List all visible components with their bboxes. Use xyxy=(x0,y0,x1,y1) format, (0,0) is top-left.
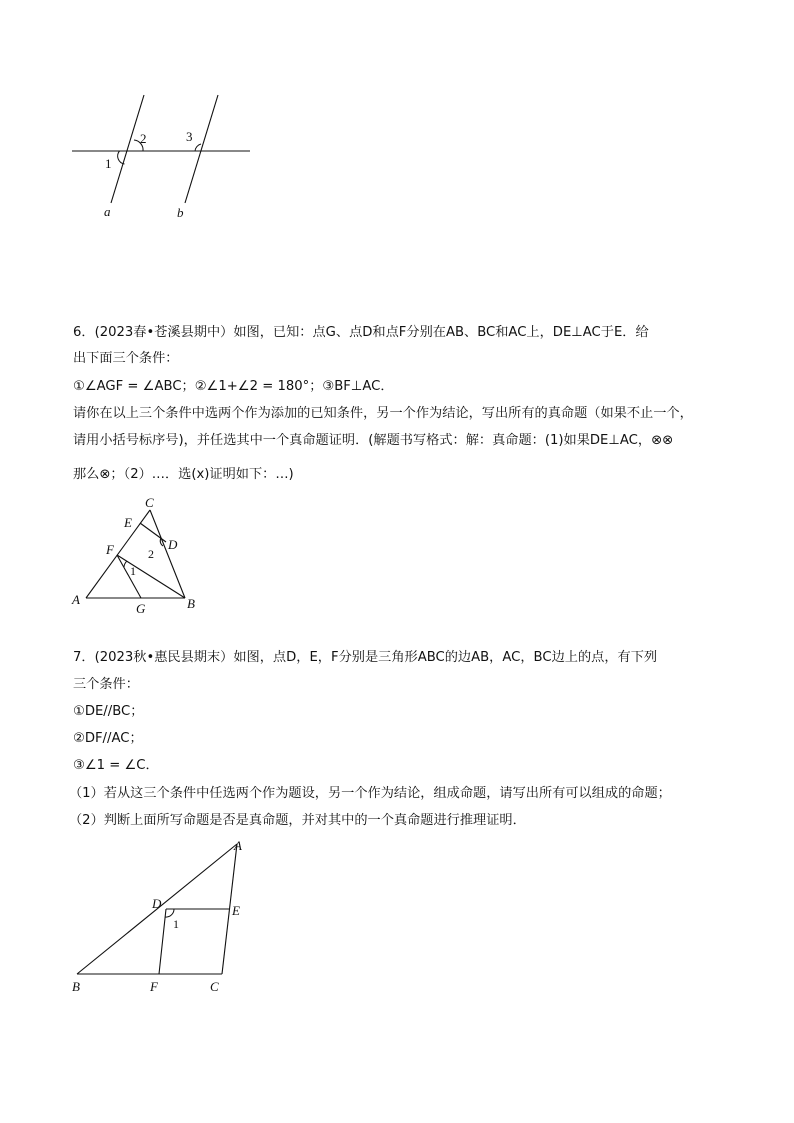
angle-label-1: 1 xyxy=(173,917,179,931)
q6-line-5: 请用小括号标序号)，并任选其中一个真命题证明．(解题书写格式：解：真命题：(1)如果DE⊥AC，⊗⊗ xyxy=(73,433,674,448)
vertex-label-C: C xyxy=(145,495,154,510)
angle-label-2: 2 xyxy=(140,131,147,146)
vertex-label-D: D xyxy=(152,896,162,911)
angle-arc-1 xyxy=(124,561,127,567)
angle-label-1: 1 xyxy=(130,564,136,578)
q6-triangle-figure xyxy=(66,492,216,622)
line-label-a: a xyxy=(104,204,111,219)
q7-line-1: 7．(2023秋•惠民县期末）如图，点D，E，F分别是三角形ABC的边AB，AC，BC边上的点，有下列 xyxy=(73,650,658,665)
vertex-label-A: A xyxy=(234,838,242,853)
q6-line-2: 出下面三个条件： xyxy=(73,351,179,366)
angle-arc-3 xyxy=(195,144,201,151)
segment-DE xyxy=(140,523,166,542)
q7-line-5: ③∠1 = ∠C． xyxy=(73,758,159,773)
line-a xyxy=(111,95,144,203)
angle-label-2: 2 xyxy=(148,547,154,561)
q7-line-3: ①DE//BC； xyxy=(73,704,144,719)
parallel-lines-figure xyxy=(60,88,270,228)
vertex-label-B: B xyxy=(187,596,195,611)
line-label-b: b xyxy=(177,205,184,220)
q7-line-4: ②DF//AC； xyxy=(73,731,143,746)
vertex-label-B: B xyxy=(72,979,80,994)
vertex-label-E: E xyxy=(232,903,240,918)
q6-line-1: 6．(2023春•苍溪县期中）如图，已知：点G、点D和点F分别在AB、BC和AC上，DE⊥AC于E．给 xyxy=(73,325,649,340)
segment-DF xyxy=(159,909,166,974)
vertex-label-D: D xyxy=(168,537,178,552)
q6-line-3: ①∠AGF = ∠ABC；②∠1+∠2 = 180°；③BF⊥AC． xyxy=(73,379,394,394)
line-b xyxy=(185,95,218,203)
q6-line-6: 那么⊗；（2）…．选(x)证明如下：…) xyxy=(73,467,294,482)
q6-line-4: 请你在以上三个条件中选两个作为添加的已知条件，另一个作为结论，写出所有的真命题（如果不止一个， xyxy=(73,406,693,421)
angle-label-3: 3 xyxy=(186,129,193,144)
q7-triangle-svg xyxy=(62,830,262,1000)
q7-triangle-figure xyxy=(62,830,262,1000)
q7-line-7: （2）判断上面所写命题是否是真命题，并对其中的一个真命题进行推理证明． xyxy=(69,813,526,828)
side-BC xyxy=(150,510,185,598)
vertex-label-F: F xyxy=(150,979,158,994)
parallel-lines-svg xyxy=(60,88,270,228)
q7-line-2: 三个条件： xyxy=(73,677,139,692)
q6-triangle-svg xyxy=(66,492,216,622)
vertex-label-E: E xyxy=(124,515,132,530)
segment-FG xyxy=(117,555,141,598)
vertex-label-A: A xyxy=(72,592,80,607)
vertex-label-C: C xyxy=(210,979,219,994)
q7-line-6: （1）若从这三个条件中任选两个作为题设，另一个作为结论，组成命题，请写出所有可以组成的命题； xyxy=(69,786,671,801)
vertex-label-F: F xyxy=(106,542,114,557)
angle-label-1: 1 xyxy=(105,156,112,171)
vertex-label-G: G xyxy=(136,601,146,616)
